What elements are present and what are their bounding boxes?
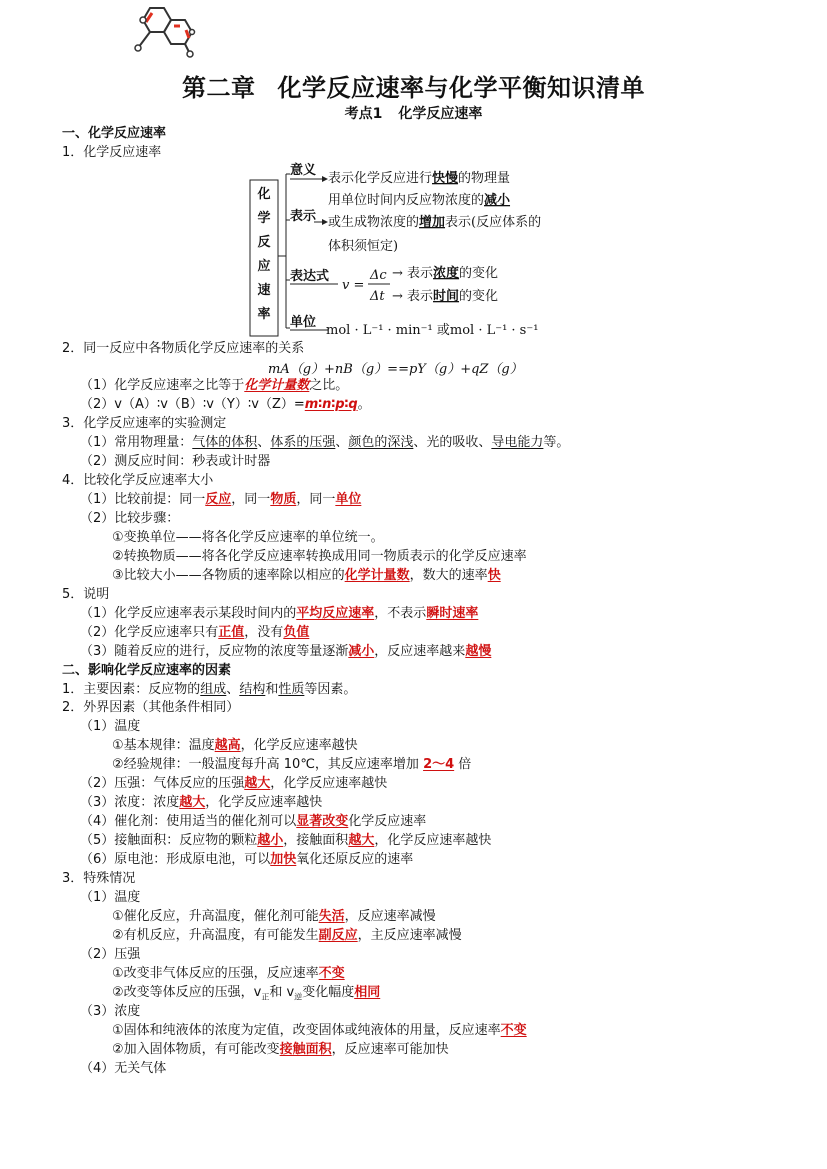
section1-heading: 一、化学反应速率	[62, 126, 167, 141]
s2-special-pressure-2: ②改变等体反应的压强，$v_正$和 $v_逆$变化幅度相同	[112, 985, 381, 1002]
s2-special-inert-gas: （4）无关气体	[80, 1061, 167, 1076]
s1-item4-1: （1）比较前提：同一反应，同一物质，同一单位	[80, 492, 362, 507]
s2-concentration: （3）浓度：浓度越大，化学反应速率越快	[80, 795, 323, 810]
benzene-logo-icon	[128, 0, 200, 60]
s1-item4: 4．比较化学反应速率大小	[62, 473, 214, 488]
page-title	[0, 68, 827, 103]
diagram-vchar: 速	[257, 283, 271, 298]
title-topic: 化学反应速率与化学平衡知识清单	[277, 74, 645, 102]
diagram-vchar: 化	[257, 187, 271, 202]
s2-special-temp-1: ①催化反应，升高温度，催化剂可能失活，反应速率减慢	[112, 909, 436, 924]
s2-temp-2: ②经验规律：一般温度每升高 10℃，其反应速率增加 2～4 倍	[112, 757, 472, 772]
s2-item3: 3．特殊情况	[62, 871, 136, 886]
reaction-equation: mA（g）+nB（g）==pY（g）+qZ（g）	[268, 362, 523, 377]
section2-heading: 二、影响化学反应速率的因素	[62, 663, 232, 678]
s1-item4-step2: ②转换物质——将各化学反应速率转换成用同一物质表示的化学反应速率	[112, 549, 527, 564]
subtitle-point: 考点1	[344, 106, 383, 122]
s2-temp: （1）温度	[80, 719, 141, 734]
s1-item2-1: （1）化学反应速率之比等于化学计量数之比。	[80, 378, 349, 393]
s2-galvanic: （6）原电池：形成原电池，可以加快氧化还原反应的速率	[80, 852, 414, 867]
diagram-formula-line1: → 表示浓度的变化	[392, 266, 499, 281]
s2-contact-area: （5）接触面积：反应物的颗粒越小，接触面积越大，化学反应速率越快	[80, 833, 492, 848]
s2-item1: 1．主要因素：反应物的组成、结构和性质等因素。	[62, 682, 357, 697]
page-subtitle	[0, 103, 827, 123]
diagram-formula-dt: Δt	[370, 289, 385, 304]
diagram-formula-dc: Δc	[370, 268, 387, 283]
s1-item2-2: （2）v（A）∶v（B）∶v（Y）∶v（Z）=m∶n∶p∶q。	[80, 397, 371, 412]
s2-temp-1: ①基本规律：温度越高，化学反应速率越快	[112, 738, 358, 753]
diagram-label-represent: 表示	[290, 209, 317, 224]
s2-special-concentration-2: ②加入固体物质，有可能改变接触面积，反应速率可能加快	[112, 1042, 449, 1057]
s1-item3-2: （2）测反应时间：秒表或计时器	[80, 454, 271, 469]
s1-item5-1: （1）化学反应速率表示某段时间内的平均反应速率，不表示瞬时速率	[80, 606, 479, 621]
s1-item5: 5．说明	[62, 587, 110, 602]
s2-catalyst: （4）催化剂：使用适当的催化剂可以显著改变化学反应速率	[80, 814, 427, 829]
diagram-unit-text: mol · L⁻¹ · min⁻¹ 或mol · L⁻¹ · s⁻¹	[326, 323, 539, 338]
title-chapter: 第二章	[182, 74, 256, 102]
diagram-rep-line3: 体积须恒定)	[328, 239, 399, 254]
diagram-vchar: 反	[257, 235, 271, 250]
s1-item4-step3: ③比较大小——各物质的速率除以相应的化学计量数，数大的速率快	[112, 568, 501, 583]
diagram-meaning-text: 表示化学反应进行快慢的物理量	[328, 171, 511, 186]
s2-special-temp-2: ②有机反应，升高温度，有可能发生副反应，主反应速率减慢	[112, 928, 462, 943]
s2-special-concentration-1: ①固体和纯液体的浓度为定值，改变固体或纯液体的用量，反应速率不变	[112, 1023, 527, 1038]
s2-pressure: （2）压强：气体反应的压强越大，化学反应速率越快	[80, 776, 388, 791]
diagram-rep-line1: 用单位时间内反应物浓度的减小	[328, 193, 511, 208]
rate-concept-diagram	[246, 158, 586, 340]
s2-special-temp: （1）温度	[80, 890, 141, 905]
diagram-vchar: 率	[257, 307, 271, 322]
diagram-formula-line2: → 表示时间的变化	[392, 289, 499, 304]
s1-item5-2: （2）化学反应速率只有正值，没有负值	[80, 625, 310, 640]
diagram-rep-line2: 或生成物浓度的增加表示(反应体系的	[328, 215, 542, 230]
s1-item5-3: （3）随着反应的进行，反应物的浓度等量逐渐减小，反应速率越来越慢	[80, 644, 492, 659]
diagram-formula-v: v =	[342, 278, 365, 293]
s1-item4-step1: ①变换单位——将各化学反应速率的单位统一。	[112, 530, 384, 545]
diagram-vchar: 应	[257, 259, 271, 274]
s2-special-pressure-1: ①改变非气体反应的压强，反应速率不变	[112, 966, 345, 981]
s1-item2: 2．同一反应中各物质化学反应速率的关系	[62, 341, 305, 356]
s2-special-concentration: （3）浓度	[80, 1004, 141, 1019]
s1-item3-1: （1）常用物理量：气体的体积、体系的压强、颜色的深浅、光的吸收、导电能力等。	[80, 435, 570, 450]
diagram-label-unit: 单位	[290, 315, 317, 330]
s1-item3: 3．化学反应速率的实验测定	[62, 416, 227, 431]
diagram-label-meaning: 意义	[290, 163, 317, 178]
s1-item4-2: （2）比较步骤：	[80, 511, 180, 526]
diagram-vchar: 学	[257, 211, 271, 226]
subtitle-topic: 化学反应速率	[398, 106, 483, 122]
diagram-label-formula: 表达式	[290, 269, 330, 284]
s2-item2: 2．外界因素（其他条件相同）	[62, 700, 240, 715]
s2-special-pressure: （2）压强	[80, 947, 141, 962]
s1-item1: 1．化学反应速率	[62, 145, 162, 160]
